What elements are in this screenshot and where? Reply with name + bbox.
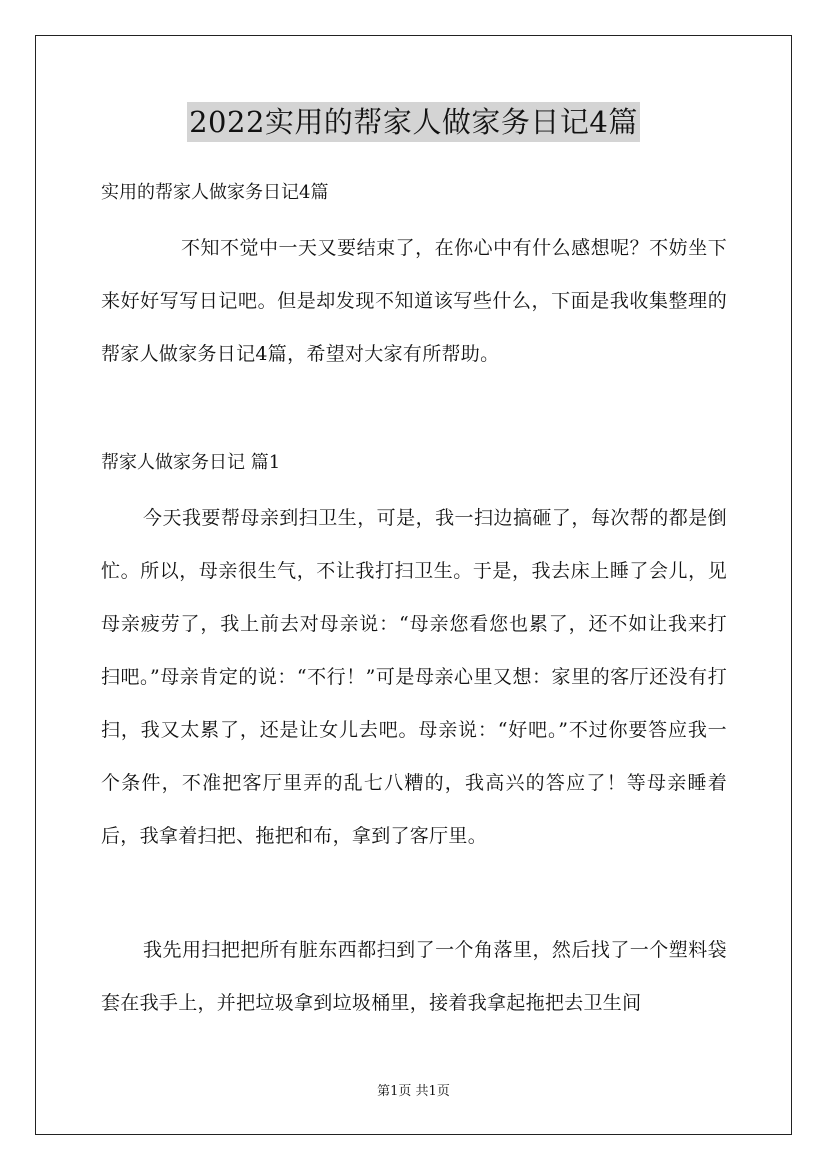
document-title: 2022实用的帮家人做家务日记4篇 bbox=[187, 102, 640, 142]
document-subtitle: 实用的帮家人做家务日记4篇 bbox=[101, 182, 329, 203]
body-paragraph-2: 我先用扫把把所有脏东西都扫到了一个角落里，然后找了一个塑料袋套在我手上，并把垃圾拿到垃圾桶里，接着我拿起拖把去卫生间 bbox=[101, 939, 727, 1014]
section-heading: 帮家人做家务日记 篇1 bbox=[101, 452, 281, 473]
intro-paragraph: 不知不觉中一天又要结束了，在你心中有什么感想呢？不妨坐下来好好写写日记吧。但是却发现不知道该写些什么，下面是我收集整理的帮家人做家务日记4篇，希望对大家有所帮助。 bbox=[101, 237, 727, 365]
title-container bbox=[0, 102, 827, 142]
body-paragraph-1: 今天我要帮母亲到扫卫生，可是，我一扫边搞砸了，每次帮的都是倒忙。所以，母亲很生气，不让我打扫卫生。于是，我去床上睡了会儿，见母亲疲劳了，我上前去对母亲说：“母亲您看您也累了，还不如让我来打扫吧。”母亲肯定的说：“不行！”可是母亲心里又想：家里的客厅还没有打扫，我又太累了，还是让女儿去吧。母亲说：“好吧。”不过你要答应我一个条件，不准把客厅里弄的乱七八糟的，我高兴的答应了！等母亲睡着后，我拿着扫把、拖把和布，拿到了客厅里。 bbox=[101, 507, 727, 847]
page-footer: 第1页 共1页 bbox=[377, 1084, 450, 1099]
